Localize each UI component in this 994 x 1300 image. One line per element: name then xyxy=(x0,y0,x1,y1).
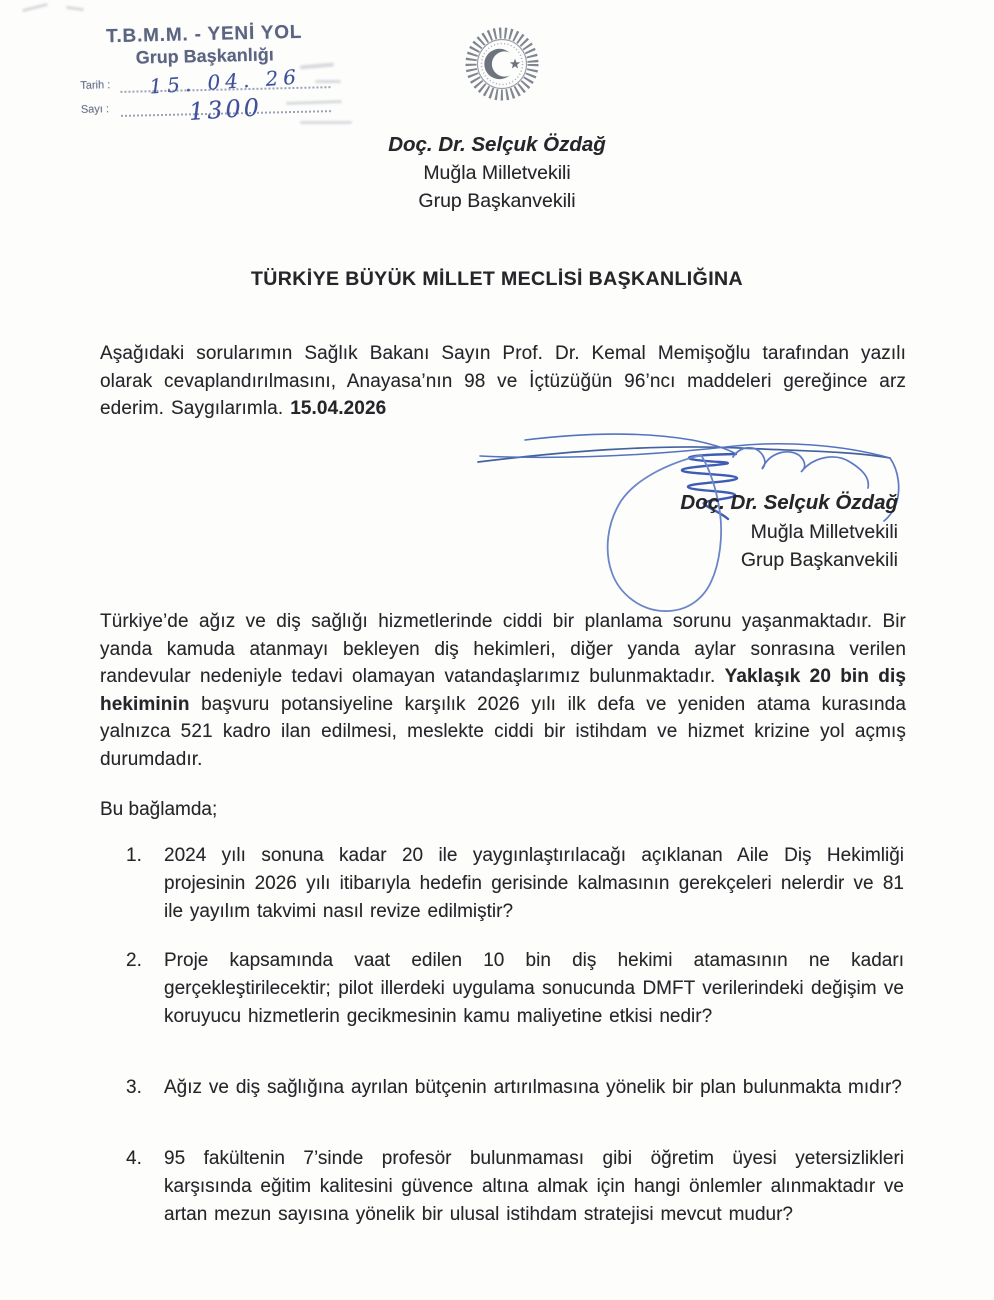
signer-name: Doç. Dr. Selçuk Özdağ xyxy=(680,491,898,514)
question-number: 1. xyxy=(126,845,142,866)
stamp-office-line: Grup Başkanlığı xyxy=(135,44,274,68)
question-text: Proje kapsamında vaat edilen 10 bin diş hekimi atamasının ne kadarı gerçekleştirilecektir; pilot illerdeki uygulama sonucunda DMFT verilerindeki değişim ve koruyucu hizmetlerin gecikmesinin kamu maliyetine etkisi nedir? xyxy=(164,950,904,1027)
intro-paragraph xyxy=(100,340,906,423)
letterhead-name: Doç. Dr. Selçuk Özdağ xyxy=(388,133,606,156)
signer-title-1: Muğla Milletvekili xyxy=(750,520,898,543)
stamp-number-line xyxy=(121,88,331,126)
stamp-date-handwritten: 15. 04. 26 xyxy=(148,64,302,99)
signer-title-2: Grup Başkanvekili xyxy=(740,549,898,571)
question-number: 3. xyxy=(126,1077,142,1098)
stamp-number-handwritten: 1300 xyxy=(188,93,264,126)
question-item xyxy=(126,1145,904,1229)
intro-text: Aşağıdaki sorularımın Sağlık Bakanı Sayın Prof. Dr. Kemal Memişoğlu tarafından yazılı olarak cevaplandırılmasını, Anayasa’nın 98 ve İçtüzüğün 96’ncı maddeleri gereğince arz ederim. Saygılarımla. xyxy=(100,343,906,420)
body-paragraph xyxy=(100,608,906,774)
addressee-title: TÜRKİYE BÜYÜK MİLLET MECLİSİ BAŞKANLIĞINA xyxy=(251,268,743,290)
stamp-number-label: Sayı : xyxy=(80,103,110,116)
intro-date: 15.04.2026 xyxy=(290,398,387,420)
scan-smudge xyxy=(22,3,48,12)
question-text: 2024 yılı sonuna kadar 20 ile yaygınlaştırılacağı açıklanan Aile Diş Hekimliği projesinin 2026 yılı itibarıyla hedefin gerisinde kalmasının gerekçeleri nelerdir ve 81 ile yayılım takvimi nasıl revize edilmiştir? xyxy=(164,845,904,922)
question-list xyxy=(126,842,904,1229)
question-number: 4. xyxy=(126,1148,142,1169)
context-line: Bu bağlamda; xyxy=(100,799,218,820)
question-number: 2. xyxy=(126,950,142,971)
letterhead-title-2: Grup Başkanvekili xyxy=(418,190,576,212)
question-text: Ağız ve diş sağlığına ayrılan bütçenin artırılmasına yönelik bir plan bulunmakta mıdır? xyxy=(164,1077,902,1098)
scan-smudge xyxy=(300,121,352,124)
stamp-date-label: Tarih : xyxy=(80,79,111,92)
tbmm-seal-icon xyxy=(458,20,546,108)
body-text-bold: Yaklaşık 20 bin diş hekiminin xyxy=(100,666,906,715)
stamp-number-row xyxy=(80,89,331,126)
question-item xyxy=(126,842,904,926)
body-text-1: Türkiye’de ağız ve diş sağlığı hizmetlerinde ciddi bir planlama sorunu yaşanmaktadır. Bir yanda kamuda atanmayı bekleyen diş hekimleri, diğer yanda aylar sonrasına verilen randevular nedeniyle tedavi olamayan vatandaşlarımız bulunmaktadır. xyxy=(100,611,906,688)
scan-smudge xyxy=(66,6,84,11)
question-text: 95 fakültenin 7’sinde profesör bulunmaması gibi öğretim üyesi yetersizlikleri karşısında eğitim kalitesini güvence altına almak için hangi önlemler alınmaktadır ve artan mezun sayısına yönelik bir ulusal istihdam stratejisi mevcut mudur? xyxy=(164,1148,904,1225)
question-item xyxy=(126,947,904,1031)
signer-block xyxy=(520,489,898,575)
question-item xyxy=(126,1074,904,1102)
letterhead-block xyxy=(0,131,994,215)
letterhead-title-1: Muğla Milletvekili xyxy=(423,162,571,184)
body-text-2: başvuru potansiyeline karşılık 2026 yılı ilk defa ve yeniden atama kurasında yalnızca 521 kadro ilan edilmesi, meslekte ciddi bir istihdam ve hizmet krizine yol açmış durumdadır. xyxy=(100,693,906,770)
tbmm-group-stamp xyxy=(79,21,331,126)
stamp-org-line: T.B.M.M. - YENİ YOL xyxy=(105,21,303,48)
